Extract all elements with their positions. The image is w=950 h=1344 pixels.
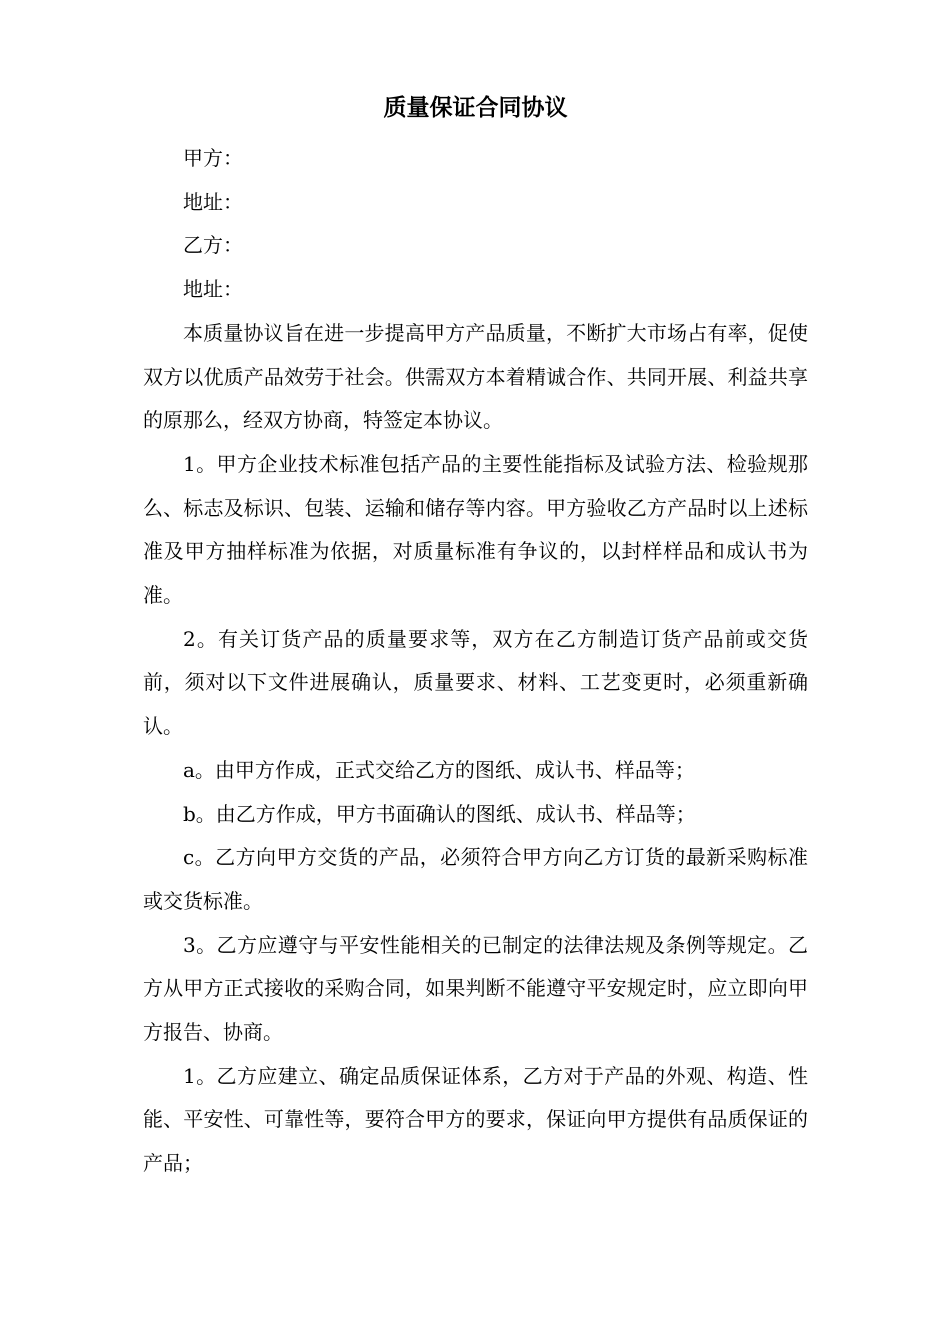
- party-b-address-field: 地址：: [183, 277, 243, 302]
- document-title: 质量保证合同协议: [383, 94, 568, 121]
- clause-1-quality-system: 1。乙方应建立、确定品质保证体系，乙方对于产品的外观、构造、性能、平安性、可靠性等，要符合甲方的要求，保证向甲方提供有品质保证的产品；: [143, 1063, 808, 1176]
- clause-2c: c。乙方向甲方交货的产品，必须符合甲方向乙方订货的最新采购标准或交货标准。: [143, 845, 808, 913]
- clause-2a: a。由甲方作成，正式交给乙方的图纸、成认书、样品等；: [183, 757, 695, 782]
- party-b-field: 乙方：: [183, 233, 243, 258]
- clause-2b: b。由乙方作成，甲方书面确认的图纸、成认书、样品等；: [183, 801, 696, 826]
- party-a-address-field: 地址：: [183, 189, 243, 214]
- clause-2-quality-requirements: 2。有关订货产品的质量要求等，双方在乙方制造订货产品前或交货前，须对以下文件进展确认，质量要求、材料、工艺变更时，必须重新确认。: [143, 626, 808, 739]
- clause-3-safety: 3。乙方应遵守与平安性能相关的已制定的法律法规及条例等规定。乙方从甲方正式接收的采购合同，如果判断不能遵守平安规定时，应立即向甲方报告、协商。: [143, 932, 808, 1045]
- document-body: [143, 137, 808, 1186]
- clause-1-standards: 1。甲方企业技术标准包括产品的主要性能指标及试验方法、检验规那么、标志及标识、包装、运输和储存等内容。甲方验收乙方产品时以上述标准及甲方抽样标准为依据，对质量标准有争议的，以封样样品和成认书为准。: [143, 451, 808, 608]
- intro-paragraph: 本质量协议旨在进一步提高甲方产品质量，不断扩大市场占有率，促使双方以优质产品效劳于社会。供需双方本着精诚合作、共同开展、利益共享的原那么，经双方协商，特签定本协议。: [143, 320, 808, 433]
- party-a-field: 甲方：: [183, 146, 243, 170]
